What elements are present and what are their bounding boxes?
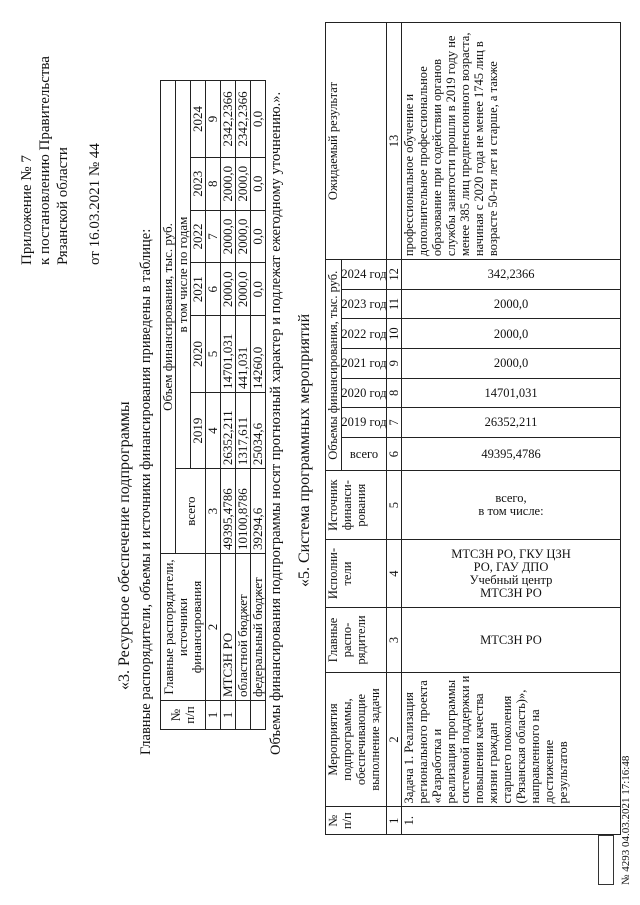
appendix-date: от 16.03.2021 № 44 <box>87 143 103 265</box>
fin-cell: 2000,0 <box>236 210 251 263</box>
fin-cell: 0,0 <box>251 210 266 263</box>
mer-year-label: 2021 год <box>341 356 387 371</box>
financing-table <box>160 80 266 730</box>
fin-cell: 14260,0 <box>251 316 266 393</box>
section5-title: «5. Система программных мероприятий <box>296 313 313 587</box>
exec-line: РО, ГАУ ДПО <box>473 559 549 574</box>
mer-colnum: 1 <box>387 807 402 835</box>
fin-cell: 25034,6 <box>251 392 266 468</box>
exec-line: Учебный центр <box>469 572 553 587</box>
fin-cell: 2342,2366 <box>221 81 236 158</box>
mer-row-source <box>402 471 621 539</box>
mer-row-cell <box>402 408 621 438</box>
table-row <box>221 81 236 730</box>
fin-year: 2021 <box>191 263 206 316</box>
table-row <box>251 81 266 730</box>
financing-note: Объемы финансирования подпрограммы носят прогнозный характер и подлежат ежегодному уточнению.». <box>268 91 284 755</box>
mer-value: 14701,031 <box>484 385 538 400</box>
mer-colnum: 4 <box>387 539 402 607</box>
fin-row-total: 10100,8786 <box>236 469 251 554</box>
mer-value: 2000,0 <box>493 326 529 341</box>
mer-h-events: Мероприятия подпрограммы, обеспечивающие выполнение задачи <box>326 672 387 807</box>
mer-year-label: 2023 год <box>341 297 387 311</box>
appendix-region: Рязанской области <box>55 147 71 265</box>
mer-h-result: Ожидаемый результат <box>326 23 387 260</box>
mer-value: 2000,0 <box>493 297 529 311</box>
mer-row-total-text: 49395,4786 <box>481 447 541 462</box>
fin-row-name: федеральный бюджет <box>251 554 266 701</box>
mer-row-exec <box>402 539 621 607</box>
fin-year: 2019 <box>191 392 206 468</box>
mer-value: 2000,0 <box>493 356 529 371</box>
appendix-header <box>18 25 104 265</box>
mer-value: 342,2366 <box>487 267 535 282</box>
fin-h-by-years: в том числе по годам <box>176 81 191 469</box>
table-row <box>402 23 621 835</box>
mer-row-cell <box>402 348 621 378</box>
fin-cell: 0,0 <box>251 81 266 158</box>
fin-row-name: областной бюджет <box>236 554 251 701</box>
exec-line: МТСЗН РО, ГКУ ЦЗН <box>451 546 571 561</box>
mer-colnum: 3 <box>387 608 402 672</box>
mer-year-label: 2024 год <box>341 267 387 282</box>
appendix-ref: к постановлению Правительства <box>37 56 53 265</box>
fin-cell: 26352,211 <box>221 392 236 468</box>
fin-cell: 2000,0 <box>221 263 236 316</box>
events-table <box>325 22 621 835</box>
fin-cell: 2000,0 <box>221 210 236 263</box>
mer-colnum: 2 <box>387 672 402 807</box>
section3-intro: Главные распорядители, объемы и источники финансирования приведены в таблице: <box>138 228 154 755</box>
mer-colnum: 11 <box>387 289 402 319</box>
fin-colnum: 8 <box>206 157 221 210</box>
mer-colnum: 13 <box>387 23 402 260</box>
mer-year-label: 2020 год <box>341 385 387 400</box>
fin-cell: 2342,2366 <box>236 81 251 158</box>
mer-h-main: Главные распо-рядители <box>326 608 387 672</box>
mer-h-year <box>342 378 387 408</box>
mer-h-total-text: всего <box>349 447 379 462</box>
mer-h-year <box>342 408 387 438</box>
fin-h-main: Главные распорядители, источники финансирования <box>161 554 206 701</box>
fin-colnum: 3 <box>206 469 221 554</box>
fin-year: 2022 <box>191 210 206 263</box>
mer-row-cell <box>402 319 621 349</box>
mer-row-source-text <box>478 492 543 518</box>
mer-colnum: 5 <box>387 471 402 539</box>
mer-row-total <box>402 437 621 471</box>
mer-h-year <box>342 289 387 319</box>
fin-h-num: № п/п <box>161 701 206 730</box>
mer-h-volume: Объемы финансирования, тыс. руб. <box>326 260 342 471</box>
fin-cell: 1317,611 <box>236 392 251 468</box>
fin-colnum: 1 <box>206 701 221 730</box>
mer-row-exec-text <box>451 548 571 600</box>
fin-year: 2024 <box>191 81 206 158</box>
fin-cell: 14701,031 <box>221 316 236 393</box>
mer-row-cell <box>402 378 621 408</box>
fin-colnum: 4 <box>206 392 221 468</box>
mer-row-main-text: МТСЗН РО <box>480 632 542 647</box>
mer-h-year <box>342 260 387 290</box>
exec-line: МТСЗН РО <box>480 585 542 600</box>
fin-year: 2023 <box>191 157 206 210</box>
fin-cell: 2000,0 <box>236 263 251 316</box>
appendix-number: Приложение № 7 <box>19 155 35 265</box>
mer-colnum: 8 <box>387 378 402 408</box>
fin-colnum: 7 <box>206 210 221 263</box>
mer-colnum: 9 <box>387 348 402 378</box>
fin-colnum: 5 <box>206 316 221 393</box>
registry-logo <box>598 835 614 885</box>
mer-h-total <box>342 437 387 471</box>
registration-stamp: № 4293 04.03.2021 17:16:48 <box>620 755 632 885</box>
fin-cell: 441,031 <box>236 316 251 393</box>
fin-row-num <box>251 701 266 730</box>
fin-cell: 0,0 <box>251 157 266 210</box>
mer-row-cell <box>402 289 621 319</box>
fin-row-num <box>236 701 251 730</box>
table-row <box>236 81 251 730</box>
fin-cell: 2000,0 <box>221 157 236 210</box>
fin-h-total: всего <box>176 469 206 554</box>
fin-colnum: 2 <box>206 554 221 701</box>
fin-row-num: 1 <box>221 701 236 730</box>
fin-row-name: МТСЗН РО <box>221 554 236 701</box>
mer-row-task: Задача 1. Реализация регионального проекта «Разработка и реализация программы системной поддержки и повышения качества жизни граждан старшего поколения (Рязанская область)», направленного на достижение результатов <box>402 672 621 807</box>
mer-h-exec: Исполни-тели <box>326 539 387 607</box>
mer-colnum: 7 <box>387 408 402 438</box>
mer-year-label: 2019 год <box>341 415 387 430</box>
fin-year: 2020 <box>191 316 206 393</box>
mer-row-cell <box>402 260 621 290</box>
mer-h-num: № п/п <box>326 807 387 835</box>
fin-row-total: 49395,4786 <box>221 469 236 554</box>
fin-colnum: 9 <box>206 81 221 158</box>
mer-colnum: 6 <box>387 437 402 471</box>
section3-title: «3. Ресурсное обеспечение подпрограммы <box>116 401 133 690</box>
fin-h-volume: Объем финансирования, тыс. руб. <box>161 81 176 554</box>
source-line: в том числе: <box>478 504 544 519</box>
fin-colnum: 6 <box>206 263 221 316</box>
mer-colnum: 10 <box>387 319 402 349</box>
fin-row-total: 39294,6 <box>251 469 266 554</box>
mer-h-year <box>342 348 387 378</box>
mer-row-result: профессиональное обучение и дополнительное профессиональное образование при содействии органов службы занятости прошли в 2019 году не менее 385 лиц предпенсионного возраста, начиная с 2020 года не менее 1745 лиц в возрасте 50-ти лет и старше, а также <box>402 23 621 260</box>
mer-row-main <box>402 608 621 672</box>
fin-cell: 2000,0 <box>236 157 251 210</box>
mer-h-year <box>342 319 387 349</box>
mer-row-num: 1. <box>402 807 621 835</box>
mer-value: 26352,211 <box>484 415 538 430</box>
fin-cell: 0,0 <box>251 263 266 316</box>
source-line: всего, <box>495 491 527 506</box>
mer-year-label: 2022 год <box>341 326 387 341</box>
mer-h-source: Источник финанси-рования <box>326 471 387 539</box>
mer-colnum: 12 <box>387 260 402 290</box>
